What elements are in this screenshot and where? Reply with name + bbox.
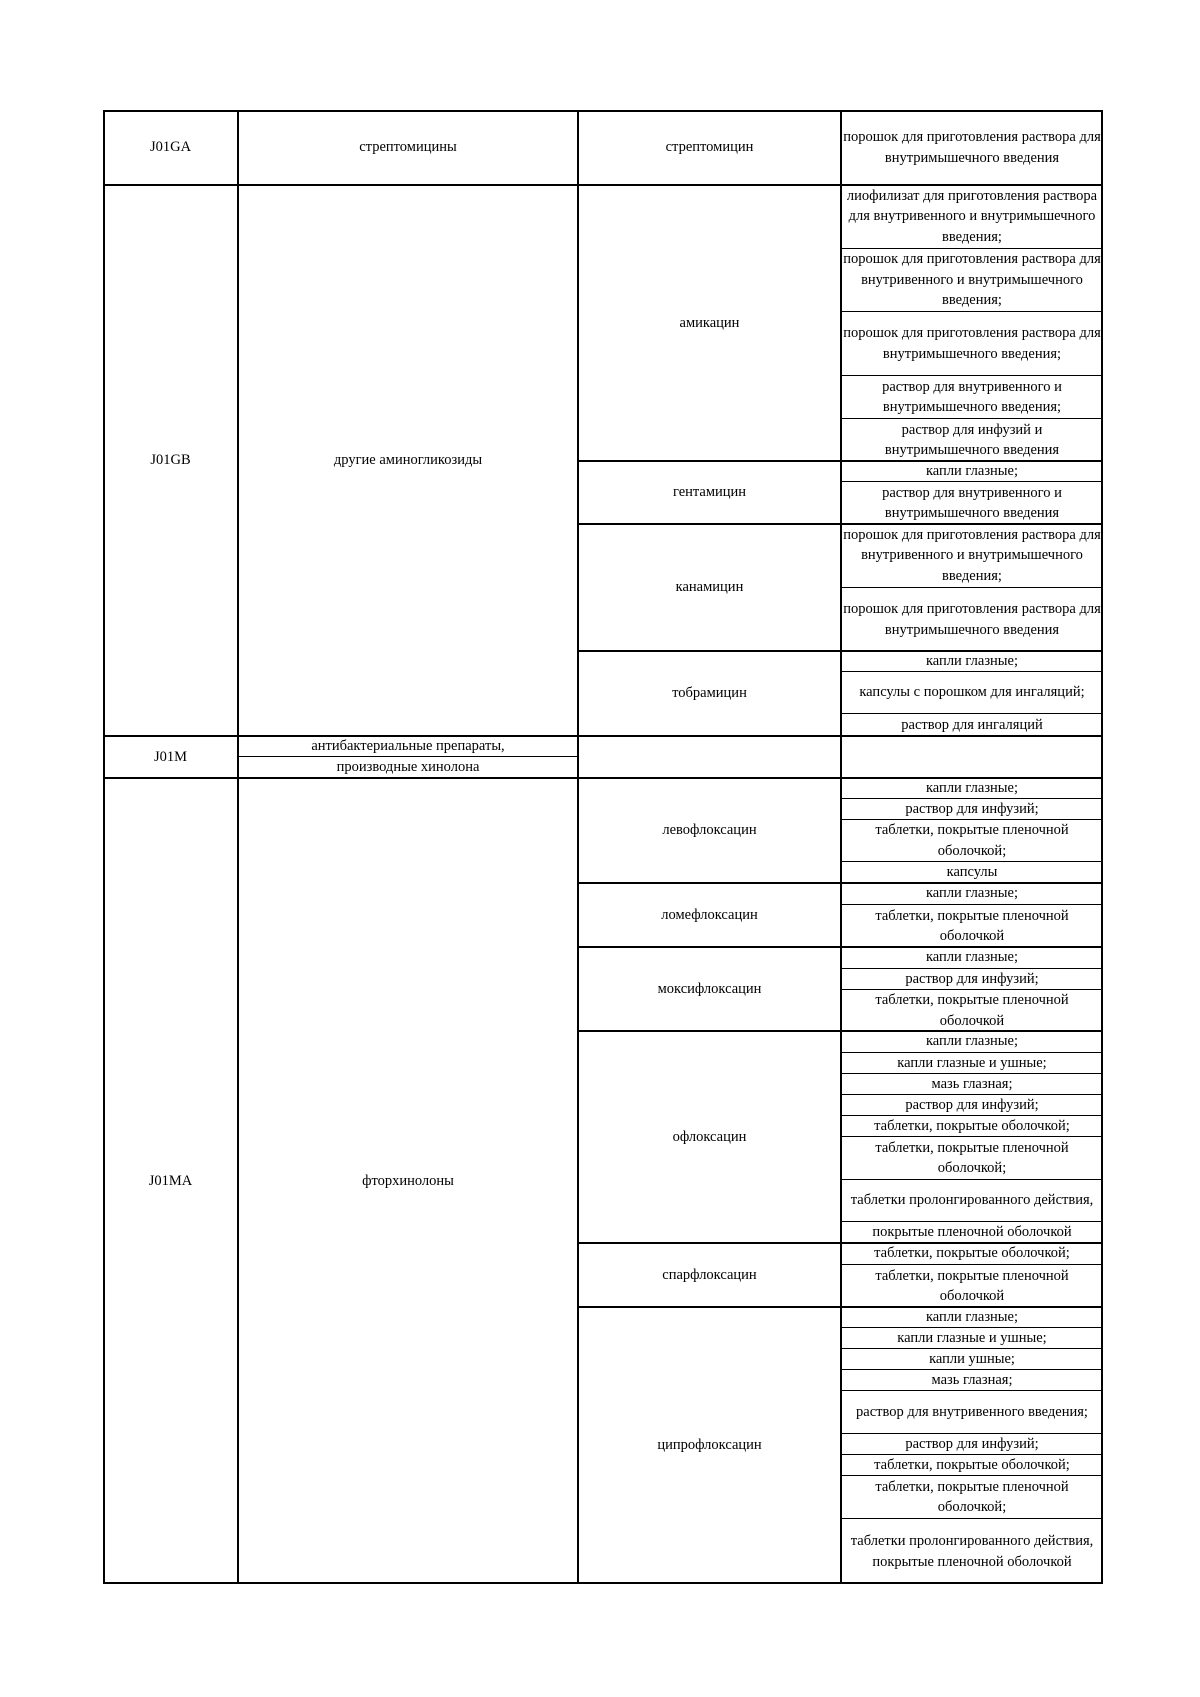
group-name: другие аминогликозиды <box>333 452 483 469</box>
dosage-form: таблетки пролонгированного действия, <box>850 1192 1094 1209</box>
drug-name: тобрамицин <box>672 685 747 702</box>
dosage-form: капсулы <box>946 864 998 881</box>
dosage-form: порошок для приготовления раствора для внутримышечного введения; <box>843 325 1101 362</box>
dosage-form: раствор для внутривенного и внутримышечного введения; <box>882 378 1062 415</box>
dosage-form: таблетки, покрытые оболочкой; <box>874 1117 1070 1134</box>
drug-name: ломефлоксацин <box>661 906 758 923</box>
dosage-form: капли глазные; <box>925 462 1019 479</box>
atc-code: J01M <box>153 748 188 765</box>
dosage-form: таблетки, покрытые оболочкой; <box>874 1456 1070 1473</box>
dosage-form: капли глазные; <box>925 1308 1019 1325</box>
drug-name: офлоксацин <box>672 1128 747 1145</box>
drug-name: моксифлоксацин <box>657 980 762 997</box>
dosage-form: таблетки, покрытые пленочной оболочкой <box>875 1267 1069 1304</box>
drug-name: амикацин <box>679 314 740 331</box>
dosage-form: раствор для инфузий; <box>905 800 1039 817</box>
dosage-form: таблетки, покрытые пленочной оболочкой <box>875 907 1069 944</box>
group-name: стрептомицины <box>359 139 457 156</box>
dosage-form: порошок для приготовления раствора для внутримышечного введения <box>843 129 1101 166</box>
dosage-form: капли глазные; <box>925 885 1019 902</box>
dosage-form: раствор для ингаляций <box>901 716 1043 733</box>
dosage-form: капли ушные; <box>929 1350 1015 1367</box>
dosage-form: порошок для приготовления раствора для внутримышечного введения <box>843 601 1101 638</box>
dosage-form: таблетки, покрытые пленочной оболочкой; <box>875 822 1069 859</box>
dosage-form: раствор для внутривенного и внутримышечного введения <box>882 484 1062 521</box>
dosage-form: раствор для внутривенного введения; <box>856 1403 1088 1420</box>
atc-code: J01MA <box>148 1172 193 1189</box>
drug-name: ципрофлоксацин <box>657 1437 762 1454</box>
dosage-form: покрытые пленочной оболочкой <box>872 1224 1072 1241</box>
dosage-form: капли глазные и ушные; <box>897 1054 1047 1071</box>
dosage-form: мазь глазная; <box>931 1371 1013 1388</box>
dosage-form: раствор для инфузий; <box>905 970 1039 987</box>
atc-code: J01GA <box>149 139 192 156</box>
dosage-form: таблетки, покрытые оболочкой; <box>874 1245 1070 1262</box>
dosage-form: капли глазные; <box>925 779 1019 796</box>
dosage-form: раствор для инфузий и внутримышечного введения <box>884 421 1060 458</box>
dosage-form: капли глазные; <box>925 949 1019 966</box>
drug-name: спарфлоксацин <box>662 1266 757 1283</box>
dosage-form: капли глазные; <box>925 1033 1019 1050</box>
drug-name: стрептомицин <box>665 139 754 156</box>
group-name: производные хинолона <box>336 759 480 776</box>
dosage-form: таблетки, покрытые пленочной оболочкой; <box>875 1478 1069 1515</box>
group-name: антибактериальные препараты, <box>311 737 505 754</box>
group-name: фторхинолоны <box>362 1172 454 1189</box>
dosage-form: таблетки, покрытые пленочной оболочкой <box>875 992 1069 1029</box>
dosage-form: раствор для инфузий; <box>905 1435 1039 1452</box>
dosage-form: раствор для инфузий; <box>905 1096 1039 1113</box>
atc-code: J01GB <box>150 452 191 469</box>
dosage-form: капли глазные; <box>925 652 1019 669</box>
drug-name: левофлоксацин <box>662 822 757 839</box>
dosage-form: мазь глазная; <box>931 1075 1013 1092</box>
dosage-form: порошок для приготовления раствора для внутривенного и внутримышечного введения; <box>843 251 1101 309</box>
dosage-form: капли глазные и ушные; <box>897 1329 1047 1346</box>
dosage-form: таблетки, покрытые пленочной оболочкой; <box>875 1139 1069 1176</box>
dosage-form: капсулы с порошком для ингаляций; <box>859 684 1085 701</box>
drug-name: гентамицин <box>672 484 747 501</box>
drug-name: канамицин <box>675 579 744 596</box>
dosage-form: лиофилизат для приготовления раствора для внутривенного и внутримышечного введения; <box>846 187 1098 245</box>
dosage-form: порошок для приготовления раствора для внутривенного и внутримышечного введения; <box>843 526 1101 584</box>
dosage-form: таблетки пролонгированного действия, покрытые пленочной оболочкой <box>850 1533 1094 1570</box>
